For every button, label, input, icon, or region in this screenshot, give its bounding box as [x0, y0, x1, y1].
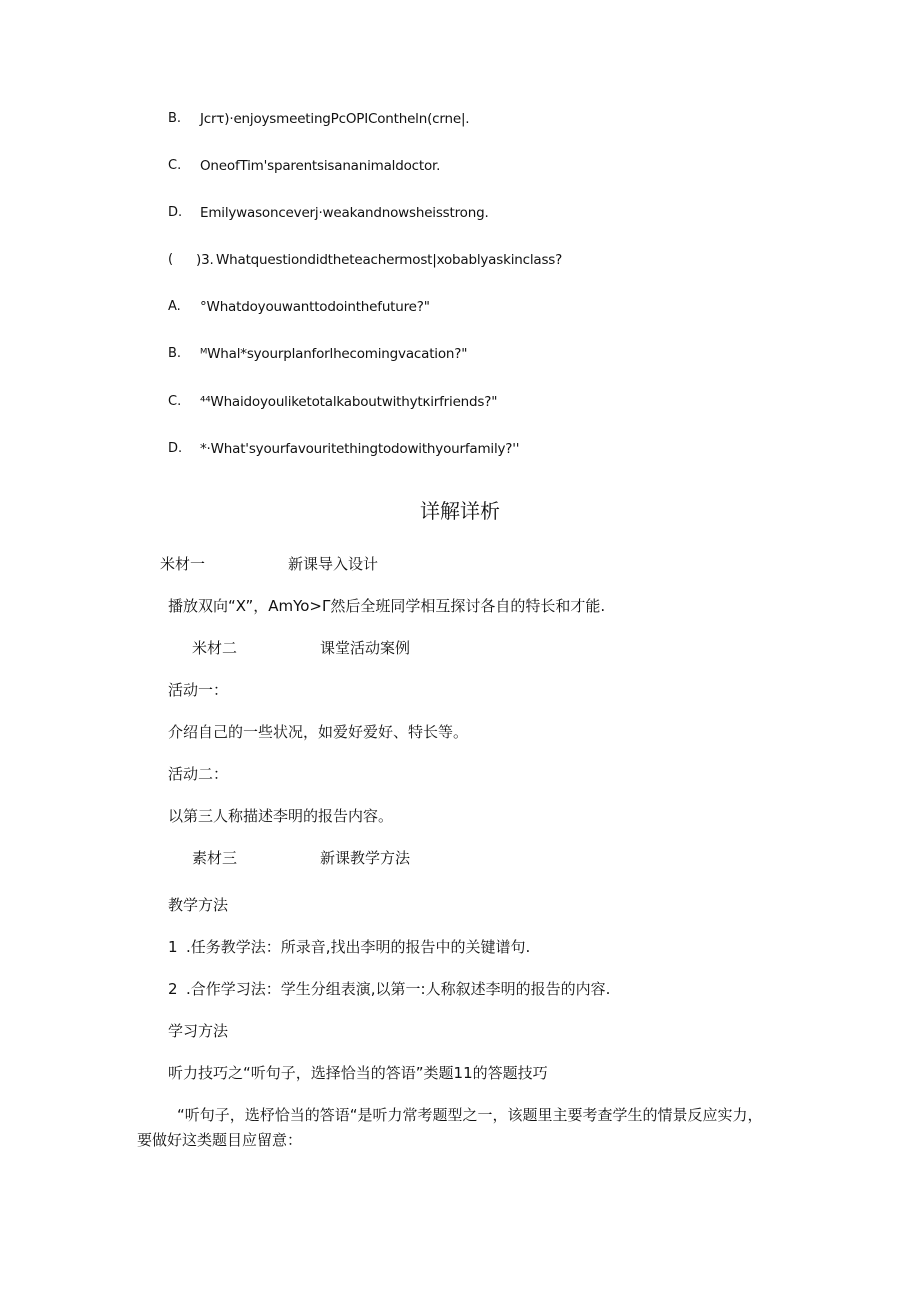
question-number: )3.: [196, 252, 214, 268]
listening-tip: 听力技巧之“听句子，选择恰当的答语”类题11的答题技巧: [168, 1064, 548, 1082]
material-label: 米材二: [192, 639, 238, 657]
material-title: 新课导入设计: [288, 555, 379, 573]
method-number: 2: [168, 980, 178, 998]
activity1-label: 活动一：: [168, 681, 229, 699]
material1-body: 播放双向“X”，AmYo>Γ然后全班同学相互探讨各自的特长和才能.: [168, 597, 606, 615]
option-text: °Whatdoyouwanttodointhefuture?": [200, 299, 430, 315]
material-label: 米材一: [160, 555, 206, 573]
option-letter: B.: [168, 346, 182, 361]
question-text: Whatquestiondidtheteachermost|xobablyaskinclass?: [216, 252, 563, 268]
method-number: 1: [168, 938, 178, 956]
activity1-body: 介绍自己的一些状况，如爱好爱好、特长等。: [168, 723, 469, 741]
option-text: Emilywasonceverj·weakandnowsheisstrong.: [200, 205, 489, 221]
activity2-body: 以第三人称描述李明的报告内容。: [168, 807, 394, 825]
option-text: ⁴⁴Whaidoyouliketotalkaboutwithytκirfriends?": [200, 394, 498, 410]
option-letter: D.: [168, 441, 183, 456]
section-title: 详解详析: [420, 499, 500, 523]
option-text: *·What'syourfavouritethingtodowithyourfamily?'': [200, 441, 520, 457]
material-label: 素材三: [192, 849, 238, 867]
option-text: Jcrτ)·enjoysmeetingPcOPIContheln(crne|.: [200, 111, 470, 127]
option-letter: C.: [168, 158, 182, 173]
method-text: .任务教学法：所录音,找出李明的报告中的关键谱句.: [186, 938, 531, 956]
option-letter: A.: [168, 299, 181, 314]
teaching-methods-label: 教学方法: [168, 896, 229, 914]
method-text: .合作学习法：学生分组表演,以第一:人称叙述李明的报告的内容.: [186, 980, 611, 998]
material-title: 课堂活动案例: [320, 639, 411, 657]
answer-paren-open: (: [168, 252, 174, 267]
option-letter: D.: [168, 205, 183, 220]
learning-methods-label: 学习方法: [168, 1022, 229, 1040]
option-text: ᴹWhal*syourplanforlhecomingvacation?": [200, 346, 468, 362]
option-letter: B.: [168, 111, 182, 126]
option-letter: C.: [168, 394, 182, 409]
closing-paragraph: “听句子，选杼恰当的答语“是听力常考题型之一，该题里主要考查学生的情景反应实力，要做好这类题目应留意：: [137, 1106, 763, 1149]
material-title: 新课教学方法: [320, 849, 411, 867]
activity2-label: 活动二：: [168, 765, 229, 783]
option-text: OneofTim'sparentsisananimaldoctor.: [200, 158, 441, 174]
